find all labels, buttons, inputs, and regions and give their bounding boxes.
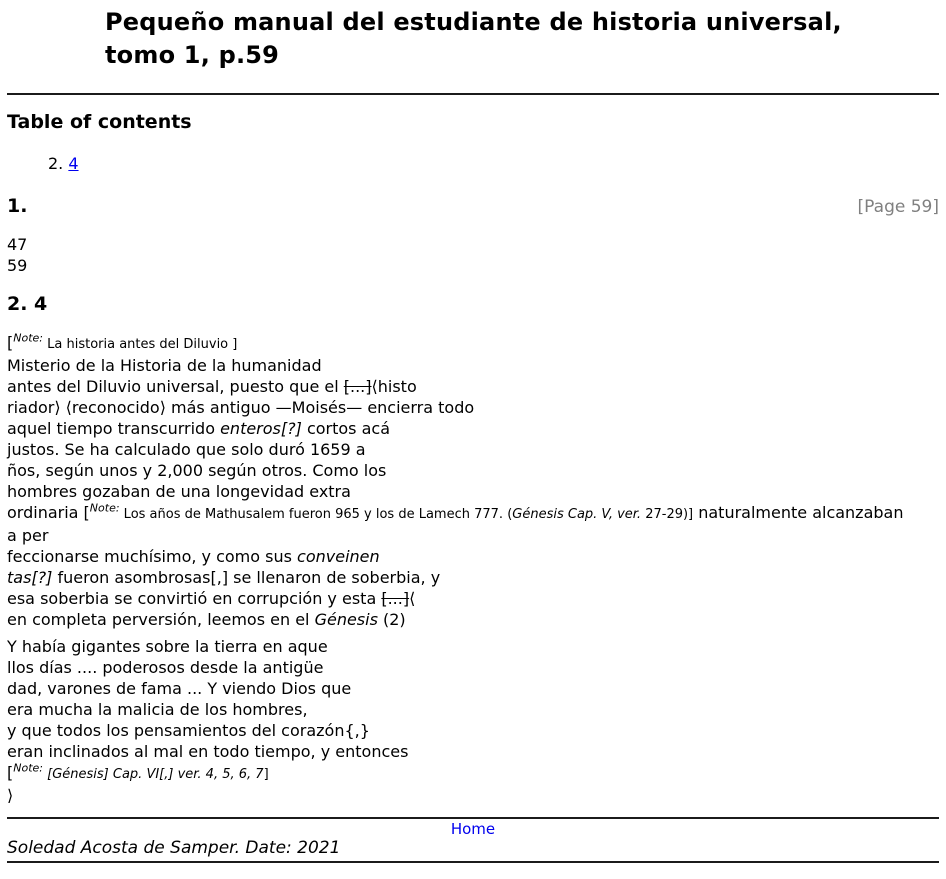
page-marker: [Page 59]: [857, 197, 939, 217]
footer-top-divider: [7, 817, 939, 819]
text-segment: feccionarse muchísimo, y como sus: [7, 547, 298, 566]
text-segment: Note:: [89, 501, 120, 515]
text-segment: ⟨: [409, 589, 416, 608]
text-segment: Y había gigantes sobre la tierra en aque: [7, 637, 328, 656]
text-segment: naturalmente alcanzaban: [693, 503, 904, 522]
toc-heading: Table of contents: [7, 111, 192, 133]
page-title: Pequeño manual del estudiante de historia universal, tomo 1, p.59: [105, 8, 842, 69]
toc-item-number: 2.: [48, 154, 64, 173]
transcription-page: [0, 6, 946, 879]
text-segment: Note:: [13, 761, 43, 775]
text-segment: cortos acá: [301, 419, 390, 438]
text-segment: dad, varones de fama ... Y viendo Dios que: [7, 679, 352, 698]
section-1-body: [7, 234, 939, 276]
text-segment: Génesis Cap. V, ver.: [512, 507, 642, 522]
footer-nav: [7, 821, 939, 837]
header-divider: [7, 93, 939, 95]
text-segment: 47: [7, 235, 28, 254]
text-segment: riador⟩ ⟨reconocido⟩ más antiguo —Moisés— encierra todo: [7, 398, 475, 417]
home-link[interactable]: Home: [450, 820, 496, 838]
text-segment: Génesis: [314, 610, 378, 629]
text-segment: ordinaria [: [7, 503, 90, 522]
text-segment: ]: [263, 767, 269, 782]
text-segment: 27-29)]: [641, 507, 694, 522]
text-segment: antes del Diluvio universal, puesto que el: [7, 377, 344, 396]
section-1-heading-row: [7, 195, 939, 218]
text-segment: Note:: [13, 331, 43, 345]
text-segment: conveinen: [297, 547, 380, 566]
text-segment: ños, según unos y 2,000 según otros. Como los: [7, 461, 387, 480]
section-2-paragraph-1: [7, 332, 939, 630]
text-segment: eran inclinados al mal en todo tiempo, y entonces: [7, 742, 409, 761]
text-segment: [Génesis] Cap. VI[,] ver. 4, 5, 6, 7: [47, 767, 264, 782]
text-segment: [...]: [343, 377, 372, 396]
section-2-paragraph-2: [7, 636, 939, 806]
author-signature: Soledad Acosta de Samper. Date: 2021: [7, 838, 341, 858]
text-segment: era mucha la malicia de los hombres,: [7, 700, 308, 719]
text-segment: [: [7, 333, 14, 352]
text-segment: ⟨histo: [371, 377, 417, 396]
text-segment: ⟩: [7, 786, 14, 805]
text-segment: La historia antes del Diluvio ]: [43, 337, 238, 352]
text-segment: llos días .... poderosos desde la antigüe: [7, 658, 324, 677]
toc-item: [48, 154, 939, 173]
section-2-heading: 2. 4: [7, 293, 48, 315]
text-segment: hombres gozaban de una longevidad extra: [7, 482, 351, 501]
text-segment: justos. Se ha calculado que solo duró 1659 a: [7, 440, 366, 459]
text-segment: Misterio de la Historia de la humanidad: [7, 356, 322, 375]
text-segment: Los años de Mathusalem fueron 965 y los de Lamech 777. (: [119, 507, 513, 522]
text-segment: [...]: [381, 589, 410, 608]
text-segment: fueron asombrosas[,] se llenaron de soberbia, y: [52, 568, 441, 587]
toc-link-section-4[interactable]: 4: [68, 154, 79, 173]
section-1-heading: 1.: [7, 195, 28, 217]
footer-bottom-divider: [7, 861, 939, 863]
text-segment: esa soberbia se convirtió en corrupción y esta: [7, 589, 382, 608]
text-segment: a per: [7, 526, 49, 545]
text-segment: aquel tiempo transcurrido: [7, 419, 221, 438]
text-segment: y que todos los pensamientos del corazón{,}: [7, 721, 370, 740]
text-segment: 59: [7, 256, 28, 275]
text-segment: en completa perversión, leemos en el: [7, 610, 315, 629]
text-segment: [: [7, 763, 14, 782]
text-segment: enteros[?]: [220, 419, 302, 438]
text-segment: (2): [377, 610, 406, 629]
text-segment: tas[?]: [7, 568, 53, 587]
